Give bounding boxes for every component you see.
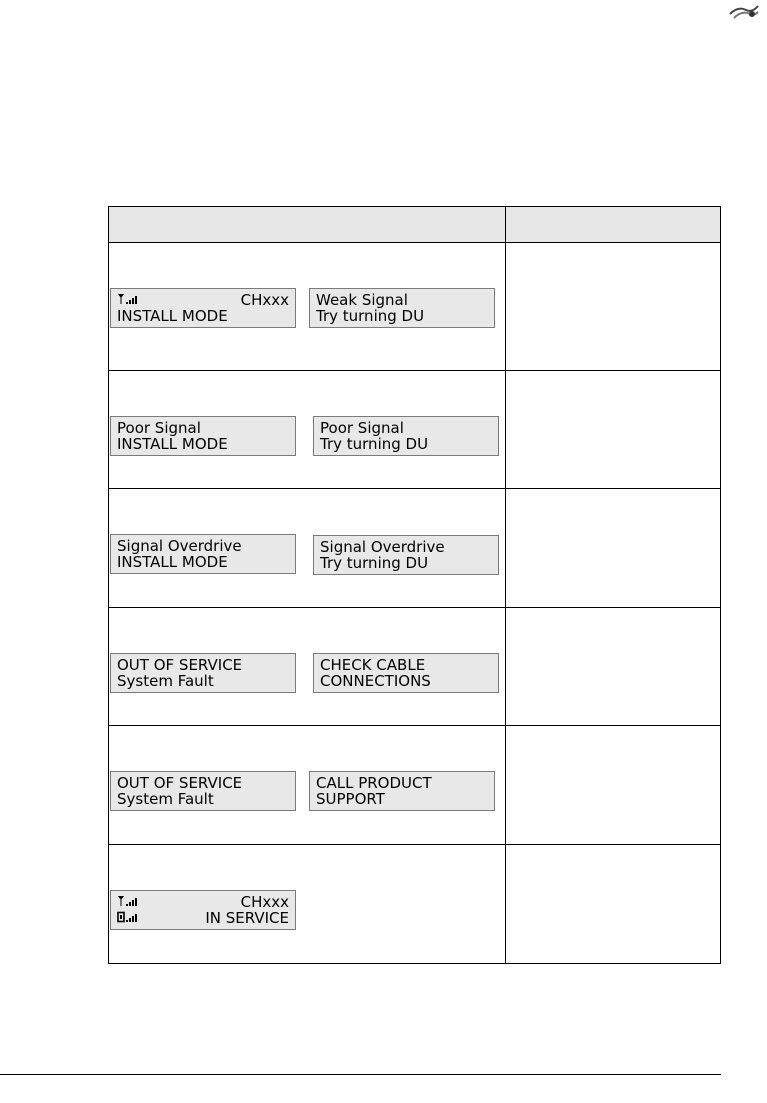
display-cell: [109, 243, 506, 371]
lcd-screen: [313, 535, 499, 575]
lcd-line-2: INSTALL MODE: [117, 307, 228, 325]
description-cell: [506, 726, 721, 845]
lcd-line-1: Poor Signal: [117, 419, 201, 437]
table-header-display: [109, 207, 506, 243]
display-cell: [109, 371, 506, 489]
brand-logo-icon: [728, 0, 760, 22]
lcd-screen: [110, 288, 296, 328]
lcd-screen: [110, 534, 296, 574]
lcd-line-1: Signal Overdrive: [320, 538, 445, 556]
table-header-description: [506, 207, 721, 243]
lcd-screen: [110, 771, 296, 811]
lcd-line-1: Poor Signal: [320, 419, 404, 437]
lcd-line-1: OUT OF SERVICE: [117, 656, 243, 674]
table-row: [109, 726, 721, 845]
description-cell: [506, 371, 721, 489]
lcd-line-2: Try turning DU: [320, 435, 429, 453]
lcd-screen: [110, 653, 296, 693]
antenna-signal-icon: [117, 894, 139, 910]
lcd-screen: [313, 653, 499, 693]
lcd-line-2: INSTALL MODE: [117, 435, 228, 453]
lcd-screen: [309, 288, 495, 328]
description-cell: [506, 489, 721, 608]
table-row: [109, 243, 721, 371]
table-row: [109, 371, 721, 489]
lcd-line-2: Try turning DU: [320, 554, 429, 572]
description-cell: [506, 608, 721, 726]
lcd-line-1: Signal Overdrive: [117, 537, 242, 555]
channel-label: CHxxx: [240, 291, 289, 309]
lcd-line-2: SUPPORT: [316, 790, 385, 808]
lcd-line-1: CALL PRODUCT: [316, 774, 432, 792]
table-row: [109, 845, 721, 964]
phone-signal-icon: [117, 910, 139, 926]
lcd-line-2: INSTALL MODE: [117, 553, 228, 571]
lcd-line-1: Weak Signal: [316, 291, 408, 309]
lcd-screen: [309, 771, 495, 811]
lcd-line-2: Try turning DU: [316, 307, 425, 325]
display-cell: [109, 845, 506, 964]
lcd-line-2: System Fault: [117, 790, 214, 808]
lcd-screen: [313, 416, 499, 456]
display-cell: [109, 489, 506, 608]
table-row: [109, 489, 721, 608]
description-cell: [506, 243, 721, 371]
antenna-signal-icon: [117, 292, 139, 308]
lcd-screen: [110, 890, 296, 930]
lcd-line-2: System Fault: [117, 672, 214, 690]
table-row: [109, 608, 721, 726]
lcd-screen: [110, 416, 296, 456]
service-status-label: IN SERVICE: [205, 909, 289, 927]
lcd-line-1: OUT OF SERVICE: [117, 774, 243, 792]
lcd-line-1: CHECK CABLE: [320, 656, 426, 674]
display-cell: [109, 726, 506, 845]
display-cell: [109, 608, 506, 726]
footer-divider: [0, 1074, 721, 1075]
lcd-line-2: CONNECTIONS: [320, 672, 431, 690]
description-cell: [506, 845, 721, 964]
channel-label: CHxxx: [240, 893, 289, 911]
status-display-table: [108, 206, 721, 964]
